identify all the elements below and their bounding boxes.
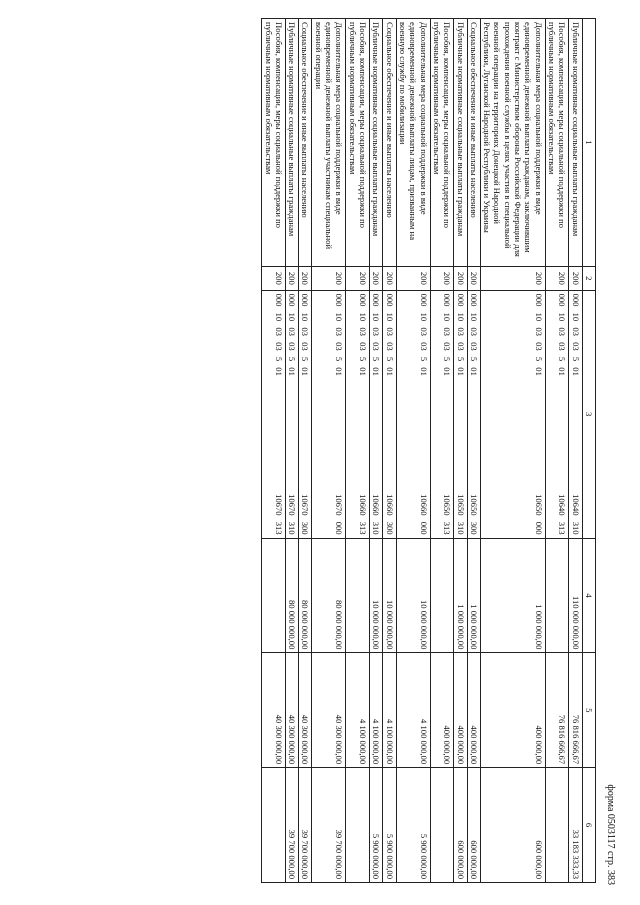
table-row: [346, 19, 370, 883]
row-approved: [545, 538, 569, 653]
row-budget-code: [454, 290, 467, 538]
row-executed: 76 816 666,67: [569, 653, 582, 768]
row-name: Публичные нормативные социальные выплаты гражданам: [569, 19, 582, 267]
table-row: [285, 19, 298, 883]
budget-code-tail: 10670 300: [300, 494, 311, 535]
row-line-code: 200: [480, 267, 545, 291]
row-unexecuted: 39 700 000,00: [312, 768, 346, 883]
table-row: [467, 19, 480, 883]
table-row: [396, 19, 430, 883]
row-name: Социальное обеспечение и иные выплаты населению: [467, 19, 480, 267]
row-line-code: 200: [430, 267, 454, 291]
row-executed: 4 100 000,00: [370, 653, 383, 768]
budget-code-main: 000 10 03 03 5 01: [570, 293, 581, 376]
budget-code-tail: 10650 300: [468, 494, 479, 535]
row-name: Публичные нормативные социальные выплаты гражданам: [370, 19, 383, 267]
row-executed: 4 100 000,00: [346, 653, 370, 768]
budget-code-tail: 10670 310: [287, 494, 298, 535]
budget-code-main: 000 10 03 03 5 01: [358, 293, 369, 376]
row-unexecuted: 33 183 333,33: [569, 768, 582, 883]
row-budget-code: [312, 290, 346, 538]
row-executed: 40 300 000,00: [312, 653, 346, 768]
row-budget-code: [430, 290, 454, 538]
row-name: Публичные нормативные социальные выплаты гражданам: [454, 19, 467, 267]
form-reference: форма 0503117 стр. 383: [605, 784, 616, 885]
table-row: [454, 19, 467, 883]
row-budget-code: [383, 290, 396, 538]
row-unexecuted: 600 000,00: [467, 768, 480, 883]
column-number: 6: [582, 768, 595, 883]
row-approved: 10 000 000,00: [383, 538, 396, 653]
column-number-row: [582, 19, 595, 883]
row-unexecuted: 600 000,00: [480, 768, 545, 883]
budget-code-main: 000 10 03 03 5 01: [334, 293, 345, 376]
table-row: [262, 19, 286, 883]
column-number: 2: [582, 267, 595, 291]
row-name: Дополнительная мера социальной поддержки в виде единовременной денежной выплаты лицам, призванным на военную службу по мобилизации: [396, 19, 430, 267]
row-name: Пособия, компенсации, меры социальной поддержки по публичным нормативным обязательствам: [430, 19, 454, 267]
row-name: Социальное обеспечение и иные выплаты населению: [299, 19, 312, 267]
row-unexecuted: [346, 768, 370, 883]
table-row: [383, 19, 396, 883]
row-approved: 1 000 000,00: [467, 538, 480, 653]
row-line-code: 200: [383, 267, 396, 291]
budget-code-main: 000 10 03 03 5 01: [418, 293, 429, 376]
row-name: Пособия, компенсации, меры социальной поддержки по публичным нормативным обязательствам: [346, 19, 370, 267]
budget-execution-table: [261, 18, 596, 883]
row-budget-code: [480, 290, 545, 538]
budget-code-main: 000 10 03 03 5 01: [533, 293, 544, 376]
row-executed: 400 000,00: [480, 653, 545, 768]
budget-code-tail: 10660 313: [358, 494, 369, 535]
row-name: Пособия, компенсации, меры социальной поддержки по публичным нормативным обязательствам: [262, 19, 286, 267]
budget-code-tail: 10650 313: [442, 494, 453, 535]
row-unexecuted: 39 700 000,00: [299, 768, 312, 883]
row-unexecuted: [262, 768, 286, 883]
row-line-code: 200: [569, 267, 582, 291]
budget-code-main: 000 10 03 03 5 01: [287, 293, 298, 376]
row-approved: 10 000 000,00: [370, 538, 383, 653]
table-row: [545, 19, 569, 883]
column-number: 5: [582, 653, 595, 768]
row-approved: 1 000 000,00: [480, 538, 545, 653]
row-budget-code: [346, 290, 370, 538]
row-executed: 400 000,00: [430, 653, 454, 768]
budget-code-main: 000 10 03 03 5 01: [384, 293, 395, 376]
row-name: Публичные нормативные социальные выплаты гражданам: [285, 19, 298, 267]
row-unexecuted: 5 900 000,00: [370, 768, 383, 883]
budget-code-main: 000 10 03 03 5 01: [442, 293, 453, 376]
row-unexecuted: 5 900 000,00: [383, 768, 396, 883]
row-approved: 80 000 000,00: [312, 538, 346, 653]
row-executed: 400 000,00: [454, 653, 467, 768]
table-row: [299, 19, 312, 883]
row-executed: 76 816 666,67: [545, 653, 569, 768]
column-number: 4: [582, 538, 595, 653]
column-number: 1: [582, 19, 595, 267]
budget-code-main: 000 10 03 03 5 01: [468, 293, 479, 376]
budget-code-main: 000 10 03 03 5 01: [371, 293, 382, 376]
table-row: [370, 19, 383, 883]
row-name: Дополнительная мера социальной поддержки в виде единовременной денежной выплаты участникам специальной военной операции: [312, 19, 346, 267]
budget-code-tail: 10670 313: [273, 494, 284, 535]
row-approved: [346, 538, 370, 653]
row-name: Пособия, компенсации, меры социальной поддержки по публичным нормативным обязательствам: [545, 19, 569, 267]
budget-code-tail: 10640 313: [557, 494, 568, 535]
budget-code-tail: 10670 000: [334, 494, 345, 535]
row-executed: 4 100 000,00: [383, 653, 396, 768]
row-budget-code: [396, 290, 430, 538]
table-row: [480, 19, 545, 883]
row-line-code: 200: [545, 267, 569, 291]
row-unexecuted: 5 900 000,00: [396, 768, 430, 883]
row-line-code: 200: [299, 267, 312, 291]
budget-code-tail: 10660 310: [371, 494, 382, 535]
column-number: 3: [582, 290, 595, 538]
row-unexecuted: [430, 768, 454, 883]
budget-code-tail: 10640 310: [570, 494, 581, 535]
budget-code-main: 000 10 03 03 5 01: [557, 293, 568, 376]
row-executed: 400 000,00: [467, 653, 480, 768]
table-row: [569, 19, 582, 883]
row-budget-code: [467, 290, 480, 538]
row-budget-code: [285, 290, 298, 538]
row-name: Социальное обеспечение и иные выплаты населению: [383, 19, 396, 267]
row-line-code: 200: [454, 267, 467, 291]
row-approved: 110 000 000,00: [569, 538, 582, 653]
row-executed: 40 300 000,00: [299, 653, 312, 768]
row-line-code: 200: [312, 267, 346, 291]
row-approved: [430, 538, 454, 653]
row-unexecuted: 600 000,00: [454, 768, 467, 883]
budget-code-tail: 10660 000: [418, 494, 429, 535]
row-line-code: 200: [285, 267, 298, 291]
budget-code-main: 000 10 03 03 5 01: [455, 293, 466, 376]
table-row: [430, 19, 454, 883]
row-approved: 10 000 000,00: [396, 538, 430, 653]
row-budget-code: [545, 290, 569, 538]
row-budget-code: [569, 290, 582, 538]
budget-code-main: 000 10 03 03 5 01: [273, 293, 284, 376]
row-unexecuted: 39 700 000,00: [285, 768, 298, 883]
row-executed: 40 300 000,00: [285, 653, 298, 768]
budget-code-tail: 10650 310: [455, 494, 466, 535]
row-executed: 4 100 000,00: [396, 653, 430, 768]
row-line-code: 200: [346, 267, 370, 291]
row-approved: 80 000 000,00: [285, 538, 298, 653]
row-line-code: 200: [396, 267, 430, 291]
row-line-code: 200: [262, 267, 286, 291]
row-budget-code: [299, 290, 312, 538]
row-budget-code: [262, 290, 286, 538]
row-line-code: 200: [467, 267, 480, 291]
row-line-code: 200: [370, 267, 383, 291]
row-approved: [262, 538, 286, 653]
budget-code-tail: 10650 000: [533, 494, 544, 535]
budget-code-tail: 10660 300: [384, 494, 395, 535]
row-executed: 40 300 000,00: [262, 653, 286, 768]
row-name: Дополнительная мера социальной поддержки в виде единовременной денежной выплаты гражданам, заключившим контракт с Министерством обороны Российской Федерации для прохождения военной службы в целях участия в специальной военной операции на территориях Донецкой Народной Республики, Луганской Народной Республики и Украины: [480, 19, 545, 267]
row-approved: 1 000 000,00: [454, 538, 467, 653]
table-row: [312, 19, 346, 883]
row-approved: 80 000 000,00: [299, 538, 312, 653]
row-unexecuted: [545, 768, 569, 883]
budget-code-main: 000 10 03 03 5 01: [300, 293, 311, 376]
row-budget-code: [370, 290, 383, 538]
